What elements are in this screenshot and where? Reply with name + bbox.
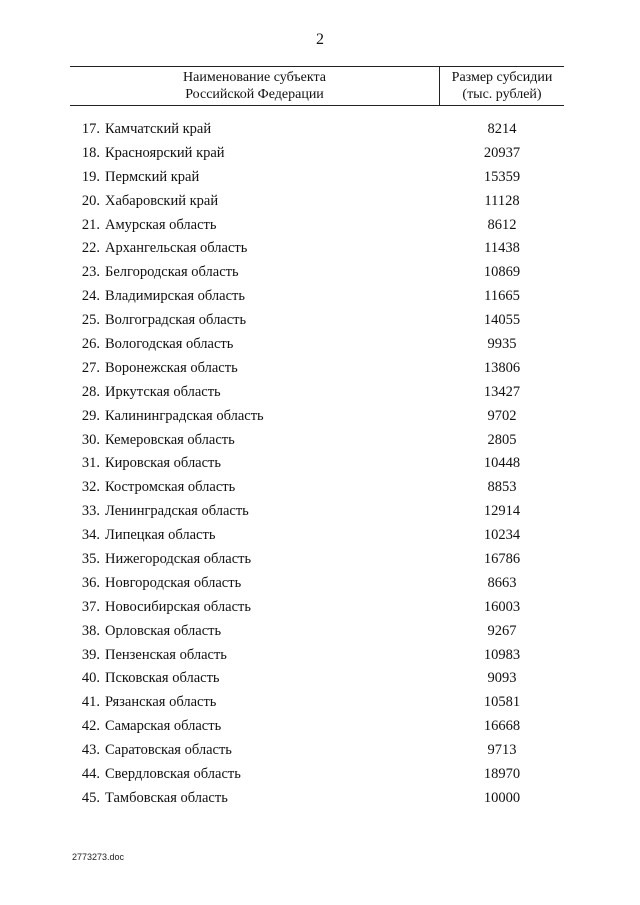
row-subsidy-amount: 20937 (483, 144, 521, 161)
table-row (0, 214, 640, 238)
row-number: 43. (81, 742, 100, 759)
column-header-amount-line2: (тыс. рублей) (462, 87, 542, 102)
row-number: 36. (81, 574, 100, 591)
row-number: 33. (81, 503, 100, 520)
row-subsidy-amount: 15359 (483, 168, 521, 185)
row-number: 32. (81, 479, 100, 496)
row-subsidy-amount: 10234 (483, 527, 521, 544)
row-subject-name: Красноярский край (105, 144, 225, 161)
row-number: 44. (81, 766, 100, 783)
row-number: 20. (81, 192, 100, 209)
table-row (0, 261, 640, 285)
row-number: 27. (81, 359, 100, 376)
row-subsidy-amount: 16786 (483, 551, 521, 568)
row-subject-name: Кемеровская область (105, 431, 235, 448)
table-row (0, 285, 640, 309)
row-subsidy-amount: 8853 (487, 479, 517, 496)
table-row (0, 405, 640, 429)
column-header-amount (440, 69, 564, 103)
row-subject-name: Камчатский край (105, 121, 212, 137)
table-row (0, 476, 640, 500)
row-number: 34. (81, 527, 100, 544)
column-header-name-line2: Российской Федерации (185, 87, 324, 102)
row-subject-name: Пермский край (105, 168, 200, 185)
row-subject-name: Новгородская область (105, 574, 242, 591)
row-subsidy-amount: 8612 (487, 216, 517, 233)
row-number: 19. (81, 168, 100, 185)
row-subject-name: Архангельская область (105, 240, 248, 257)
row-number: 31. (81, 455, 100, 472)
row-subject-name: Кировская область (105, 455, 222, 472)
row-subject-name: Хабаровский край (105, 192, 219, 209)
row-subsidy-amount: 9713 (487, 742, 517, 759)
row-number: 45. (81, 789, 100, 806)
row-subsidy-amount: 10448 (483, 455, 521, 472)
table-row (0, 691, 640, 715)
footer-file-name: 2773273.doc (72, 852, 125, 862)
row-subject-name: Липецкая область (105, 527, 216, 544)
row-subsidy-amount: 13427 (483, 383, 521, 400)
row-number: 17. (81, 121, 100, 137)
row-subject-name: Владимирская область (105, 288, 245, 305)
table-row (0, 118, 640, 142)
row-subsidy-amount: 11665 (484, 288, 520, 305)
row-subsidy-amount: 9093 (487, 670, 517, 687)
table-row (0, 524, 640, 548)
row-subject-name: Тамбовская область (105, 789, 228, 806)
table-body (0, 118, 640, 811)
row-number: 30. (81, 431, 100, 448)
table-row (0, 452, 640, 476)
table-row (0, 309, 640, 333)
row-subject-name: Иркутская область (105, 383, 221, 400)
column-header-amount-line1: Размер субсидии (451, 70, 553, 85)
row-subsidy-amount: 8214 (487, 121, 517, 137)
row-subsidy-amount: 9702 (487, 407, 517, 424)
row-subject-name: Пензенская область (105, 646, 227, 663)
table-row (0, 787, 640, 811)
row-subject-name: Костромская область (105, 479, 236, 496)
row-number: 38. (81, 622, 100, 639)
row-subject-name: Новосибирская область (105, 598, 251, 615)
row-subject-name: Ленинградская область (105, 503, 249, 520)
row-subsidy-amount: 10869 (483, 264, 521, 281)
table-row (0, 237, 640, 261)
row-subsidy-amount: 9935 (487, 336, 517, 353)
row-number: 41. (81, 694, 100, 711)
row-number: 37. (81, 598, 100, 615)
table-row (0, 429, 640, 453)
row-subsidy-amount: 10581 (483, 694, 521, 711)
row-subsidy-amount: 2805 (487, 431, 517, 448)
row-subject-name: Волгоградская область (105, 312, 247, 329)
row-subsidy-amount: 8663 (487, 574, 517, 591)
table-row (0, 190, 640, 214)
row-number: 18. (81, 144, 100, 161)
row-number: 42. (81, 718, 100, 735)
table-row (0, 548, 640, 572)
row-subject-name: Свердловская область (105, 766, 241, 783)
row-number: 28. (81, 383, 100, 400)
column-header-name-line1: Наименование субъекта (183, 70, 326, 85)
row-subject-name: Вологодская область (105, 336, 234, 353)
row-number: 25. (81, 312, 100, 329)
row-subsidy-amount: 9267 (487, 622, 517, 639)
row-number: 26. (81, 336, 100, 353)
row-subsidy-amount: 14055 (483, 312, 521, 329)
row-subsidy-amount: 11128 (484, 192, 520, 209)
page-number: 2 (316, 31, 324, 48)
row-number: 29. (81, 407, 100, 424)
row-number: 21. (81, 216, 100, 233)
row-number: 22. (81, 240, 100, 257)
row-subsidy-amount: 10000 (483, 789, 521, 806)
table-row (0, 644, 640, 668)
row-subject-name: Самарская область (105, 718, 222, 735)
table-row (0, 500, 640, 524)
table-row (0, 763, 640, 787)
row-number: 39. (81, 646, 100, 663)
row-subject-name: Рязанская область (105, 694, 217, 711)
table-header (70, 66, 564, 106)
table-row (0, 572, 640, 596)
row-subsidy-amount: 12914 (483, 503, 521, 520)
table-row (0, 357, 640, 381)
table-row (0, 166, 640, 190)
row-subsidy-amount: 10983 (483, 646, 521, 663)
table-row (0, 715, 640, 739)
row-subsidy-amount: 11438 (484, 240, 520, 257)
table-row (0, 667, 640, 691)
row-subsidy-amount: 13806 (483, 359, 521, 376)
table-row (0, 333, 640, 357)
table-row (0, 739, 640, 763)
table-row (0, 620, 640, 644)
row-subject-name: Саратовская область (105, 742, 232, 759)
row-subject-name: Белгородская область (105, 264, 239, 281)
row-subject-name: Амурская область (105, 216, 217, 233)
table-row (0, 596, 640, 620)
row-subsidy-amount: 18970 (483, 766, 521, 783)
row-subsidy-amount: 16003 (483, 598, 521, 615)
row-number: 24. (81, 288, 100, 305)
row-subject-name: Калининградская область (105, 407, 264, 424)
table-row (0, 142, 640, 166)
row-subsidy-amount: 16668 (483, 718, 521, 735)
table-row (0, 381, 640, 405)
row-number: 23. (81, 264, 100, 281)
column-header-name (70, 69, 439, 103)
row-number: 40. (81, 670, 100, 687)
row-subject-name: Орловская область (105, 622, 222, 639)
row-number: 35. (81, 551, 100, 568)
row-subject-name: Воронежская область (105, 359, 238, 376)
row-subject-name: Псковская область (105, 670, 220, 687)
row-subject-name: Нижегородская область (105, 551, 252, 568)
